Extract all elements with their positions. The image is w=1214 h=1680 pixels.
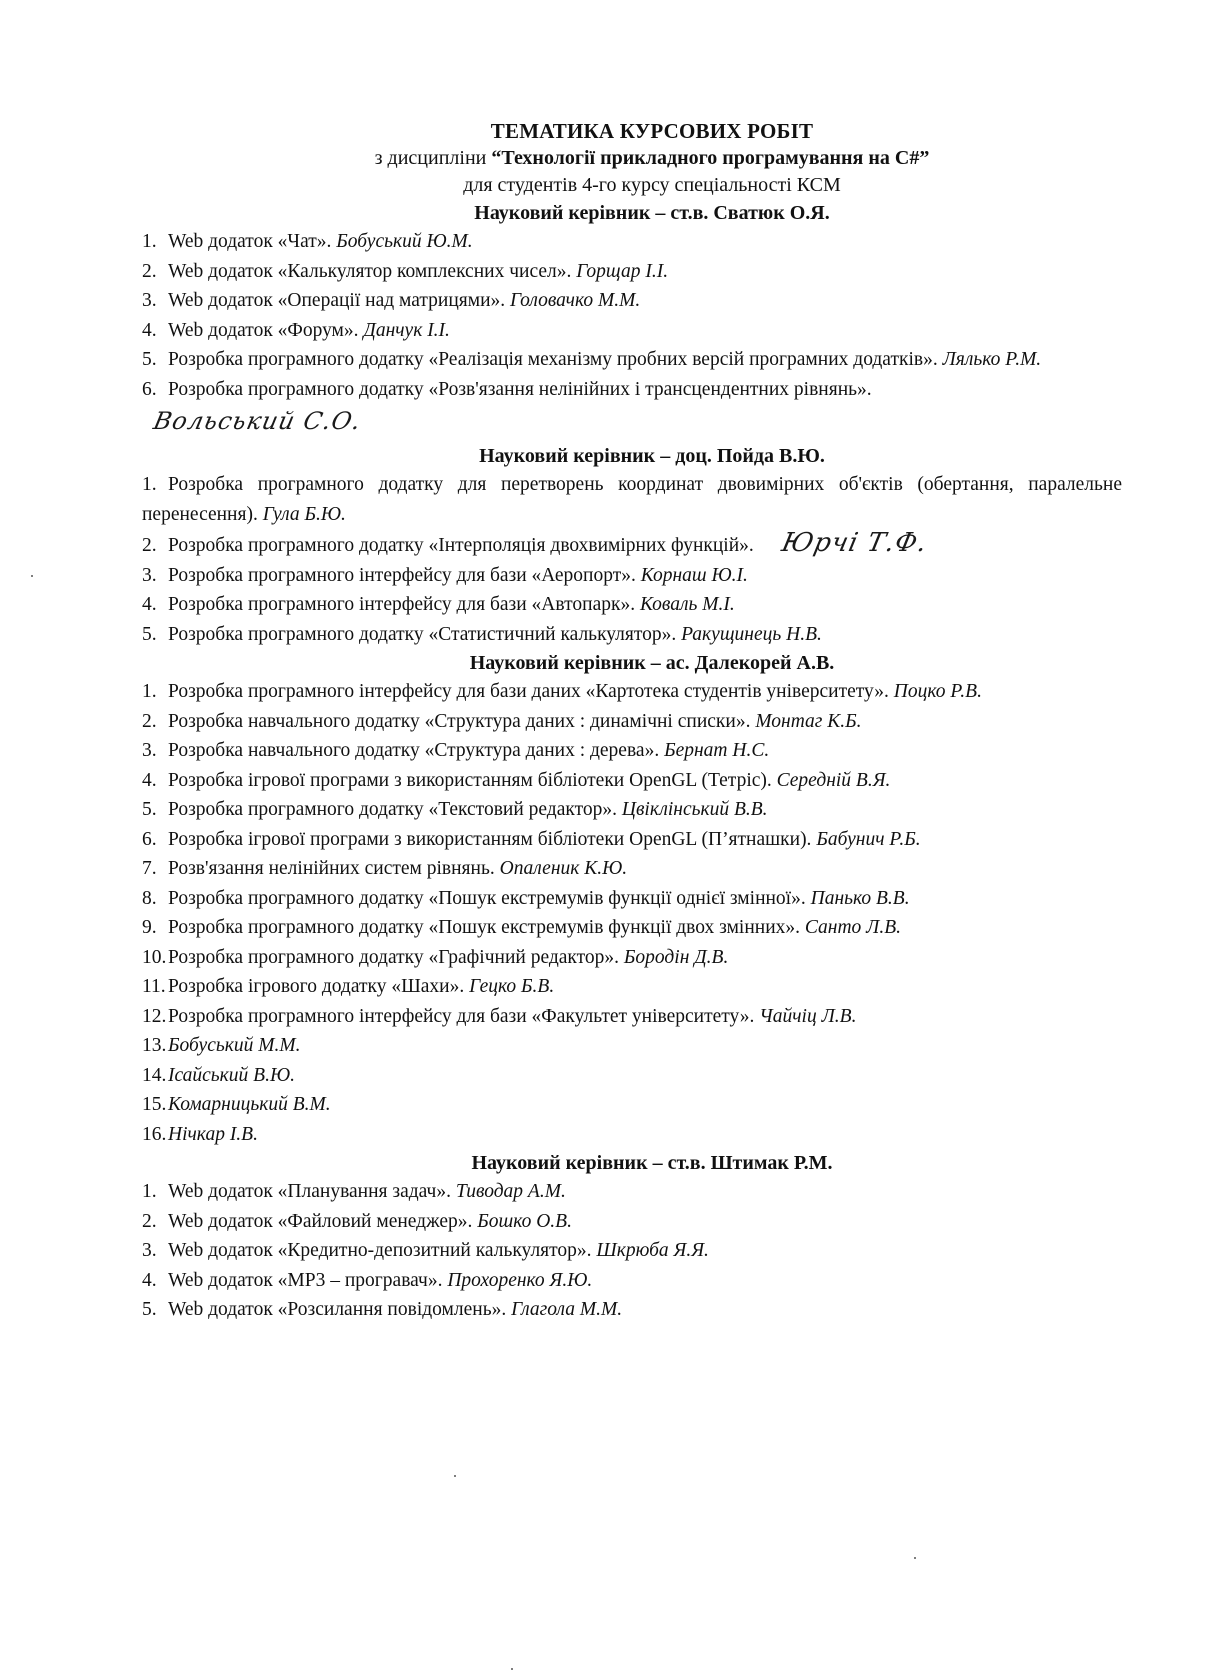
topic-text: Розробка програмного інтерфейсу для бази «Факультет університету». — [168, 1005, 760, 1027]
student-name: Санто Л.В. — [804, 917, 902, 938]
student-name: Середній В.Я. — [776, 769, 891, 791]
scan-speck — [511, 1668, 513, 1670]
student-name: Поцко Р.В. — [893, 681, 982, 702]
item-number: 5. — [142, 1299, 157, 1320]
topic-item — [142, 707, 1122, 737]
student-name: Глагола М.М. — [511, 1299, 623, 1320]
topic-item — [142, 561, 1122, 591]
topic-text: Web додаток «Планування задач». — [168, 1181, 456, 1202]
student-name: Бобуський Ю.М. — [336, 231, 473, 252]
topic-item — [142, 1207, 1122, 1237]
scan-speck — [454, 1475, 456, 1477]
topic-text: Розробка програмного додатку «Пошук екстремумів функції двох змінних». — [168, 917, 805, 938]
student-name: Ісайський В.Ю. — [168, 1064, 295, 1086]
scan-speck — [914, 1557, 916, 1559]
topic-item — [142, 286, 1122, 316]
student-name: Бошко О.В. — [477, 1210, 572, 1232]
topic-item — [142, 316, 1122, 346]
supervisor-heading-3: Науковий керівник – ас. Далекорей А.В. — [469, 652, 835, 674]
student-name: Гецко Б.В. — [469, 976, 555, 997]
topic-text: Розробка програмного додатку «Реалізація механізму пробних версій програмних додатків». — [168, 349, 943, 370]
item-number: 11. — [142, 976, 166, 997]
item-number: 1. — [142, 1181, 157, 1202]
student-name: Данчук І.І. — [363, 319, 450, 341]
topic-item — [142, 1031, 1122, 1061]
topic-text: Розробка програмного додатку «Пошук екстремумів функції однієї змінної». — [168, 887, 811, 909]
topic-text: Розробка програмного додатку «Інтерполяція двохвимірних функцій». — [168, 535, 754, 556]
scan-speck — [31, 575, 33, 577]
item-number: 2. — [142, 260, 157, 282]
item-number: 3. — [142, 564, 157, 586]
item-number: 4. — [142, 319, 157, 341]
item-number: 6. — [142, 828, 157, 850]
topic-item — [142, 375, 1122, 405]
student-name: Ракущинець Н.В. — [681, 623, 822, 645]
topic-item — [142, 345, 1122, 375]
student-name: Комарницький В.М. — [168, 1094, 331, 1115]
student-name: Лялько Р.М. — [942, 349, 1042, 370]
student-name: Нічкар І.В. — [168, 1123, 258, 1145]
topic-item — [142, 1295, 1122, 1325]
topic-text: Розробка навчального додатку «Структура даних : динамічні списки». — [168, 710, 756, 732]
topic-item — [142, 1061, 1122, 1091]
student-name: Головачко М.М. — [510, 290, 641, 311]
item-number: 8. — [142, 887, 157, 909]
topic-text: Розробка програмного додатку для перетворень координат двовимірних об'єктів (обертання, паралельне перенесення). — [142, 474, 1122, 525]
topic-text: Розробка ігрової програми з використанням бібліотеки OpenGL (П’ятнашки). — [168, 828, 817, 850]
item-number: 5. — [142, 349, 157, 370]
item-number: 7. — [142, 858, 157, 879]
topic-text: Розробка програмного додатку «Графічний редактор». — [168, 946, 624, 968]
topic-text: Web додаток «Розсилання повідомлень». — [168, 1299, 512, 1320]
topic-text: Розробка ігрового додатку «Шахи». — [168, 976, 470, 997]
topic-text: Розробка програмного інтерфейсу для бази даних «Картотека студентів університету». — [168, 681, 894, 702]
handwritten-student-name: Вольський С.О. — [151, 407, 365, 435]
item-number: 2. — [142, 1210, 157, 1232]
discipline-prefix: з дисципліни — [374, 147, 492, 169]
document-title: ТЕМАТИКА КУРСОВИХ РОБІТ — [490, 119, 814, 143]
topic-item — [142, 677, 1122, 707]
topic-text: Розробка ігрової програми з використанням бібліотеки OpenGL (Тетріс). — [168, 769, 777, 791]
discipline-line — [182, 145, 1122, 172]
topic-text: Розв'язання нелінійних систем рівнянь. — [168, 858, 500, 879]
supervisor-heading-2: Науковий керівник – доц. Пойда В.Ю. — [479, 445, 825, 467]
topic-text: Web додаток «Файловий менеджер». — [168, 1210, 478, 1232]
item-number: 16. — [142, 1123, 167, 1145]
supervisor-heading-1: Науковий керівник – ст.в. Сватюк О.Я. — [474, 202, 830, 224]
student-name: Чайчіц Л.В. — [759, 1005, 857, 1027]
item-number: 1. — [142, 231, 157, 252]
item-number: 3. — [142, 740, 157, 761]
topic-item — [142, 736, 1122, 766]
student-name: Бобуський М.М. — [168, 1035, 301, 1056]
topic-item — [142, 620, 1122, 650]
handwritten-student-name: Юрчі Т.Ф. — [778, 528, 931, 558]
topic-text: Web додаток «Чат». — [168, 231, 337, 252]
topic-item — [142, 884, 1122, 914]
discipline-name: “Технології прикладного програмування на C#” — [491, 147, 930, 169]
topic-text: Розробка програмного інтерфейсу для бази «Автопарк». — [168, 594, 640, 615]
topic-text: Розробка програмного додатку «Статистичний калькулятор». — [168, 623, 682, 645]
student-name: Бородін Д.В. — [623, 946, 729, 968]
topic-text: Web додаток «Форум». — [168, 319, 364, 341]
topic-text: Розробка програмного додатку «Розв'язання нелінійних і трансцендентних рівнянь». — [168, 378, 872, 400]
topic-item — [142, 470, 1122, 529]
item-number: 2. — [142, 535, 157, 556]
student-name: Прохоренко Я.Ю. — [447, 1269, 593, 1291]
handwritten-annotation-line — [142, 404, 1122, 442]
item-number: 5. — [142, 623, 157, 645]
item-number: 1. — [142, 681, 157, 702]
topic-text: Розробка програмного інтерфейсу для бази «Аеропорт». — [168, 564, 641, 586]
topic-item — [142, 590, 1122, 620]
student-name: Шкрюба Я.Я. — [596, 1240, 709, 1261]
student-name: Цвіклінський В.В. — [621, 799, 768, 820]
topic-item — [142, 227, 1122, 257]
item-number: 9. — [142, 917, 157, 938]
item-number: 15. — [142, 1094, 167, 1115]
topic-text: Web додаток «Операції над матрицями». — [168, 290, 511, 311]
topic-item — [142, 257, 1122, 287]
topic-item — [142, 1120, 1122, 1150]
topic-item — [142, 943, 1122, 973]
student-name: Монтаг К.Б. — [755, 710, 862, 732]
student-name: Корнаш Ю.І. — [640, 564, 748, 586]
item-number: 3. — [142, 1240, 157, 1261]
item-number: 4. — [142, 594, 157, 615]
topic-item — [142, 825, 1122, 855]
item-number: 4. — [142, 1269, 157, 1291]
student-name: Горщар І.І. — [576, 260, 669, 282]
topic-item — [142, 1266, 1122, 1296]
topic-item — [142, 972, 1122, 1002]
topic-item — [142, 1090, 1122, 1120]
student-name: Коваль М.І. — [639, 594, 735, 615]
topic-text: Web додаток «Калькулятор комплексних чисел». — [168, 260, 577, 282]
student-name: Опаленик К.Ю. — [499, 858, 628, 879]
topic-item — [142, 1177, 1122, 1207]
item-number: 1. — [142, 474, 157, 495]
student-name: Бабунич Р.Б. — [816, 828, 921, 850]
topic-item — [142, 529, 1122, 561]
item-number: 12. — [142, 1005, 167, 1027]
topic-item — [142, 1236, 1122, 1266]
item-number: 5. — [142, 799, 157, 820]
item-number: 4. — [142, 769, 157, 791]
topic-item — [142, 913, 1122, 943]
topic-text: Розробка програмного додатку «Текстовий редактор». — [168, 799, 622, 820]
topic-text: Розробка навчального додатку «Структура даних : дерева». — [168, 740, 665, 761]
document-body — [142, 117, 1122, 1325]
item-number: 13. — [142, 1035, 167, 1056]
topic-item — [142, 766, 1122, 796]
audience-line: для студентів 4-го курсу спеціальності КСМ — [463, 174, 841, 196]
item-number: 6. — [142, 378, 157, 400]
topic-text: Web додаток «Кредитно-депозитний калькулятор». — [168, 1240, 597, 1261]
topic-item — [142, 854, 1122, 884]
student-name: Тиводар А.М. — [455, 1181, 566, 1202]
topic-item — [142, 795, 1122, 825]
topic-item — [142, 1002, 1122, 1032]
item-number: 10. — [142, 946, 167, 968]
supervisor-heading-4: Науковий керівник – ст.в. Штимак Р.М. — [471, 1152, 833, 1174]
item-number: 14. — [142, 1064, 167, 1086]
student-name: Панько В.В. — [810, 887, 910, 909]
student-name: Гула Б.Ю. — [262, 503, 346, 525]
item-number: 3. — [142, 290, 157, 311]
topic-text: Web додаток «MP3 – програвач». — [168, 1269, 448, 1291]
item-number: 2. — [142, 710, 157, 732]
student-name: Бернат Н.С. — [664, 740, 770, 761]
